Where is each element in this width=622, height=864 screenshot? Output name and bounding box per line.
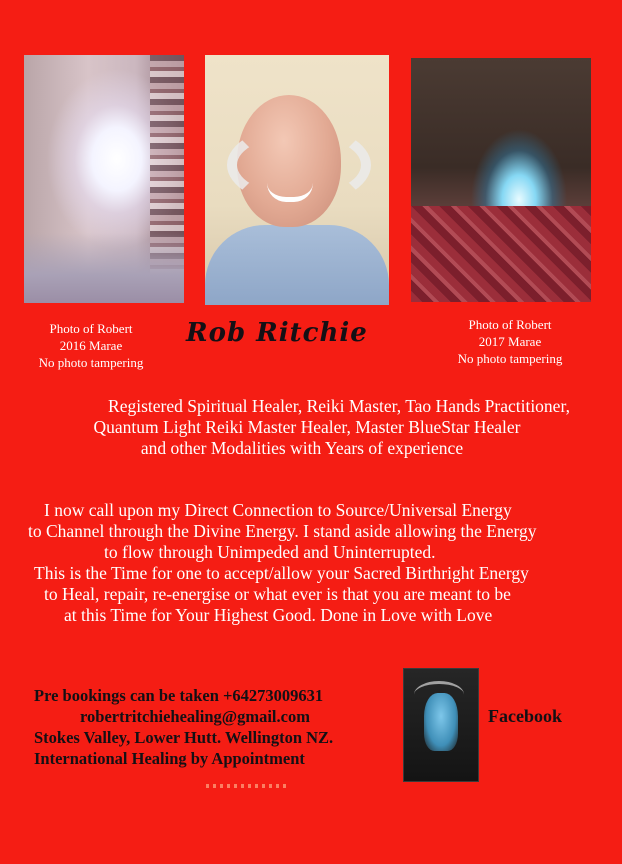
qualification-line: and other Modalities with Years of experience <box>140 438 464 458</box>
floor-area <box>24 233 184 303</box>
healing-message <box>0 500 622 626</box>
portrait-photo <box>205 55 389 305</box>
message-line: to Channel through the Divine Energy. I stand aside allowing the Energy <box>28 521 537 541</box>
healer-name: Rob Ritchie <box>186 318 368 348</box>
portrait-shirt <box>205 225 389 305</box>
caption-line: No photo tampering <box>38 355 144 370</box>
photo-caption-2017 <box>430 316 590 367</box>
email-address: robertritchiehealing@gmail.com <box>80 707 310 726</box>
caption-line: No photo tampering <box>457 351 563 366</box>
international-healing: International Healing by Appointment <box>34 749 305 768</box>
qualification-line: Registered Spiritual Healer, Reiki Master, Tao Hands Practitioner, <box>108 396 570 416</box>
message-line: This is the Time for one to accept/allow your Sacred Birthright Energy <box>34 563 529 583</box>
message-line: to flow through Unimpeded and Uninterrupted. <box>104 542 436 562</box>
facebook-image[interactable] <box>403 668 479 782</box>
caption-line: Photo of Robert <box>49 321 133 336</box>
message-line: at this Time for Your Highest Good. Done in Love with Love <box>64 605 493 625</box>
bed-blanket <box>411 206 591 302</box>
qualification-line: Quantum Light Reiki Master Healer, Master BlueStar Healer <box>93 417 521 437</box>
photo-caption-2016 <box>20 320 162 371</box>
message-line: to Heal, repair, re-energise or what ever is that you are meant to be <box>44 584 511 604</box>
qualifications-block <box>0 396 622 459</box>
photo-2017-marae <box>411 58 591 302</box>
caption-line: 2017 Marae <box>478 334 542 349</box>
blue-figure <box>424 693 458 751</box>
message-line: I now call upon my Direct Connection to Source/Universal Energy <box>44 500 512 520</box>
location: Stokes Valley, Lower Hutt. Wellington NZ. <box>34 728 334 747</box>
faint-mark <box>206 784 286 788</box>
photo-2016-marae <box>24 55 184 303</box>
bookings-phone: Pre bookings can be taken +64273009631 <box>34 686 324 705</box>
facebook-link[interactable]: Facebook <box>488 706 562 726</box>
contact-block <box>34 685 394 769</box>
caption-line: 2016 Marae <box>59 338 123 353</box>
caption-line: Photo of Robert <box>468 317 552 332</box>
